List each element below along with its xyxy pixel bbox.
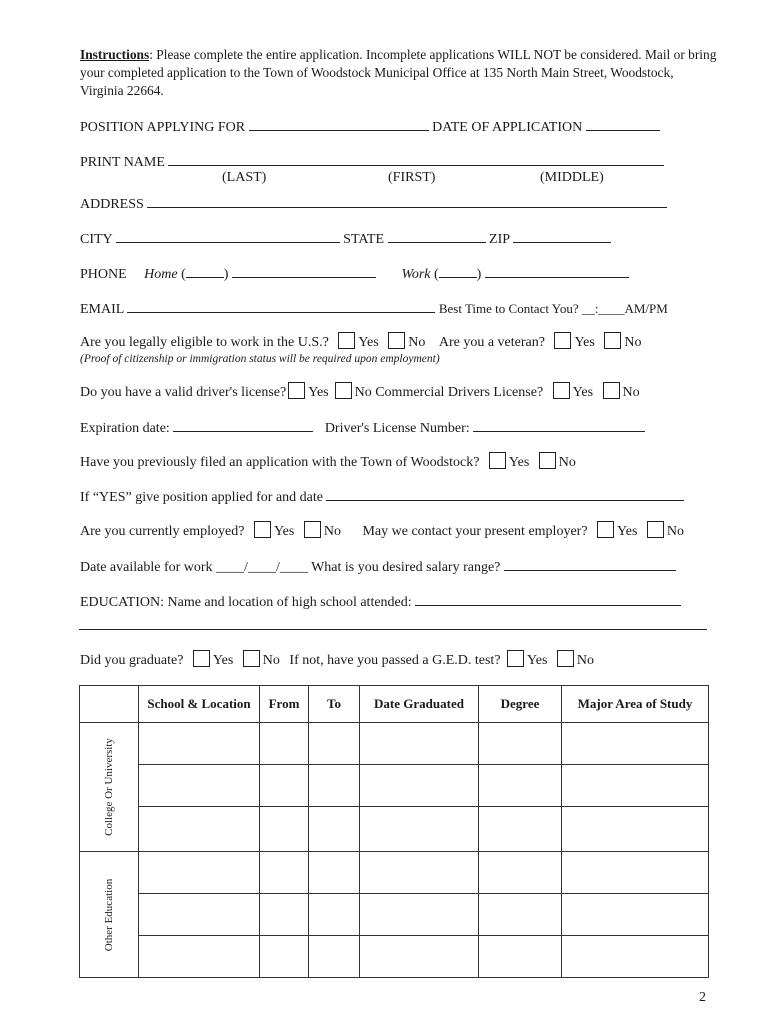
city-input[interactable] (116, 228, 340, 243)
table-cell[interactable] (562, 894, 709, 936)
instructions (80, 46, 720, 100)
table-row (80, 852, 709, 894)
table-cell[interactable] (479, 723, 562, 765)
table-cell[interactable] (360, 852, 479, 894)
contact-yes-checkbox[interactable] (597, 521, 614, 538)
ged-no-checkbox[interactable] (557, 650, 574, 667)
ged-question: If not, have you passed a G.E.D. test? (289, 653, 501, 668)
availability-row (80, 556, 708, 577)
instructions-text: : Please complete the entire application. Incomplete applications WILL NOT be considered. Mail or bring your completed application to the Town of Woodstock Municipal Office at 135 North Main Street, Woodstock, Virginia 22664. (80, 47, 717, 98)
print-name-label: PRINT NAME (80, 155, 165, 170)
city-row (80, 228, 708, 249)
previous-yes-label: Yes (508, 455, 530, 470)
table-cell[interactable] (139, 723, 260, 765)
other-group-cell (80, 852, 139, 978)
license-number-input[interactable] (473, 417, 645, 432)
expiration-row (80, 417, 708, 438)
state-input[interactable] (388, 228, 486, 243)
table-cell[interactable] (139, 807, 260, 852)
commercial-question: No Commercial Drivers License? (354, 385, 544, 400)
license-no-checkbox[interactable] (335, 382, 352, 399)
table-cell[interactable] (360, 894, 479, 936)
table-cell[interactable] (260, 936, 309, 978)
contact-employer-question: May we contact your present employer? (362, 524, 588, 539)
page-number: 2 (699, 990, 706, 1005)
veteran-yes-label: Yes (574, 335, 595, 350)
availability-label: Date available for work ____/____/____ What is you desired salary range? (80, 560, 501, 575)
employed-yes-checkbox[interactable] (254, 521, 271, 538)
previous-row (80, 452, 708, 472)
table-row (80, 894, 709, 936)
previous-no-label: No (558, 455, 576, 470)
table-row (80, 936, 709, 978)
if-yes-input[interactable] (326, 486, 684, 501)
table-cell[interactable] (479, 765, 562, 807)
contact-yes-label: Yes (617, 524, 638, 539)
header-from: From (260, 686, 309, 723)
email-row (80, 298, 708, 319)
employed-question: Are you currently employed? (80, 524, 245, 539)
graduate-yes-checkbox[interactable] (193, 650, 210, 667)
zip-label: ZIP (489, 232, 510, 247)
license-yes-checkbox[interactable] (288, 382, 305, 399)
eligible-row (80, 332, 708, 352)
table-cell[interactable] (309, 723, 360, 765)
proof-note: (Proof of citizenship or immigration status will be required upon employment) (80, 353, 440, 365)
license-question: Do you have a valid driver's license? (80, 385, 287, 400)
table-cell[interactable] (260, 894, 309, 936)
print-name-input[interactable] (168, 151, 664, 166)
eligible-no-checkbox[interactable] (388, 332, 405, 349)
last-label: (LAST) (222, 170, 267, 185)
instructions-label: Instructions (80, 47, 150, 62)
contact-no-label: No (666, 524, 685, 539)
table-cell[interactable] (309, 852, 360, 894)
table-cell[interactable] (309, 894, 360, 936)
eligible-question: Are you legally eligible to work in the U.S.? (80, 335, 329, 350)
expiration-input[interactable] (173, 417, 313, 432)
previous-question: Have you previously filed an application with the Town of Woodstock? (80, 455, 480, 470)
education-table (79, 685, 709, 978)
position-row (80, 116, 708, 137)
table-cell[interactable] (139, 852, 260, 894)
address-row (80, 193, 708, 214)
city-label: CITY (80, 232, 113, 247)
graduate-no-checkbox[interactable] (243, 650, 260, 667)
name-row (80, 151, 708, 172)
email-input[interactable] (127, 298, 435, 313)
table-header-row (80, 686, 709, 723)
table-cell[interactable] (479, 852, 562, 894)
header-date-graduated: Date Graduated (360, 686, 479, 723)
table-cell[interactable] (139, 936, 260, 978)
high-school-input[interactable] (415, 591, 681, 606)
table-cell[interactable] (562, 765, 709, 807)
other-group-label: Other Education (103, 878, 115, 951)
header-school-location: School & Location (139, 686, 260, 723)
education-label: EDUCATION: Name and location of high school attended: (80, 595, 412, 610)
eligible-yes-label: Yes (358, 335, 379, 350)
commercial-yes-checkbox[interactable] (553, 382, 570, 399)
table-cell[interactable] (360, 723, 479, 765)
table-cell[interactable] (562, 936, 709, 978)
phone-label: PHONE (80, 267, 127, 282)
home-label: Home (144, 267, 178, 282)
table-cell[interactable] (260, 852, 309, 894)
position-input[interactable] (249, 116, 429, 131)
table-cell[interactable] (309, 936, 360, 978)
middle-label: (MIDDLE) (540, 170, 604, 185)
education-row (80, 591, 708, 612)
expiration-label: Expiration date: (80, 421, 170, 436)
if-yes-label: If “YES” give position applied for and date (80, 490, 323, 505)
college-group-cell (80, 723, 139, 852)
header-degree: Degree (479, 686, 562, 723)
veteran-no-checkbox[interactable] (604, 332, 621, 349)
graduate-question: Did you graduate? (80, 653, 184, 668)
eligible-yes-checkbox[interactable] (338, 332, 355, 349)
employed-row (80, 521, 708, 541)
address-label: ADDRESS (80, 197, 144, 212)
ged-yes-label: Yes (527, 653, 548, 668)
table-cell[interactable] (360, 807, 479, 852)
table-cell[interactable] (260, 723, 309, 765)
zip-input[interactable] (513, 228, 611, 243)
table-cell[interactable] (260, 807, 309, 852)
work-label: Work (401, 267, 431, 282)
phone-row: PHONE Home ( ) Work ( ) (80, 263, 708, 284)
home-phone-input[interactable] (232, 263, 376, 278)
email-label: EMAIL (80, 302, 124, 317)
graduate-no-label: No (262, 653, 280, 668)
license-yes-label: Yes (308, 385, 329, 400)
home-area-code-input[interactable] (186, 263, 224, 278)
veteran-question: Are you a veteran? (438, 335, 545, 350)
license-row (80, 382, 708, 402)
first-label: (FIRST) (388, 170, 436, 185)
graduate-row (80, 650, 708, 670)
high-school-input-line2[interactable] (79, 629, 707, 630)
table-cell[interactable] (309, 765, 360, 807)
license-number-label: Driver's License Number: (324, 421, 470, 436)
best-time-label: Best Time to Contact You? __:____AM/PM (438, 301, 668, 316)
veteran-yes-checkbox[interactable] (554, 332, 571, 349)
commercial-no-label: No (622, 385, 640, 400)
table-cell[interactable] (309, 807, 360, 852)
table-corner-cell (80, 686, 139, 723)
ged-yes-checkbox[interactable] (507, 650, 524, 667)
salary-input[interactable] (504, 556, 676, 571)
if-yes-row (80, 486, 708, 507)
table-cell[interactable] (139, 765, 260, 807)
work-phone-input[interactable] (485, 263, 629, 278)
table-cell[interactable] (479, 894, 562, 936)
table-row (80, 807, 709, 852)
table-cell[interactable] (260, 765, 309, 807)
table-cell[interactable] (562, 852, 709, 894)
table-cell[interactable] (139, 894, 260, 936)
state-label: STATE (343, 232, 385, 247)
previous-yes-checkbox[interactable] (489, 452, 506, 469)
table-cell[interactable] (360, 936, 479, 978)
employed-no-checkbox[interactable] (304, 521, 321, 538)
contact-no-checkbox[interactable] (647, 521, 664, 538)
table-cell[interactable] (562, 807, 709, 852)
position-label: POSITION APPLYING FOR (80, 120, 246, 135)
eligible-no-label: No (408, 335, 426, 350)
date-of-application-label: DATE OF APPLICATION (432, 120, 583, 135)
table-row (80, 765, 709, 807)
graduate-yes-label: Yes (212, 653, 234, 668)
proof-note-row (80, 350, 708, 368)
table-row (80, 723, 709, 765)
table-cell[interactable] (360, 765, 479, 807)
table-cell[interactable] (562, 723, 709, 765)
table-cell[interactable] (479, 936, 562, 978)
employed-yes-label: Yes (273, 524, 295, 539)
header-major: Major Area of Study (562, 686, 709, 723)
previous-no-checkbox[interactable] (539, 452, 556, 469)
commercial-no-checkbox[interactable] (603, 382, 620, 399)
ged-no-label: No (576, 653, 595, 668)
veteran-no-label: No (624, 335, 642, 350)
header-to: To (309, 686, 360, 723)
address-input[interactable] (147, 193, 667, 208)
college-group-label: College Or University (103, 738, 115, 836)
employed-no-label: No (323, 524, 341, 539)
table-cell[interactable] (479, 807, 562, 852)
date-of-application-input[interactable] (586, 116, 660, 131)
work-area-code-input[interactable] (439, 263, 477, 278)
commercial-yes-label: Yes (572, 385, 594, 400)
